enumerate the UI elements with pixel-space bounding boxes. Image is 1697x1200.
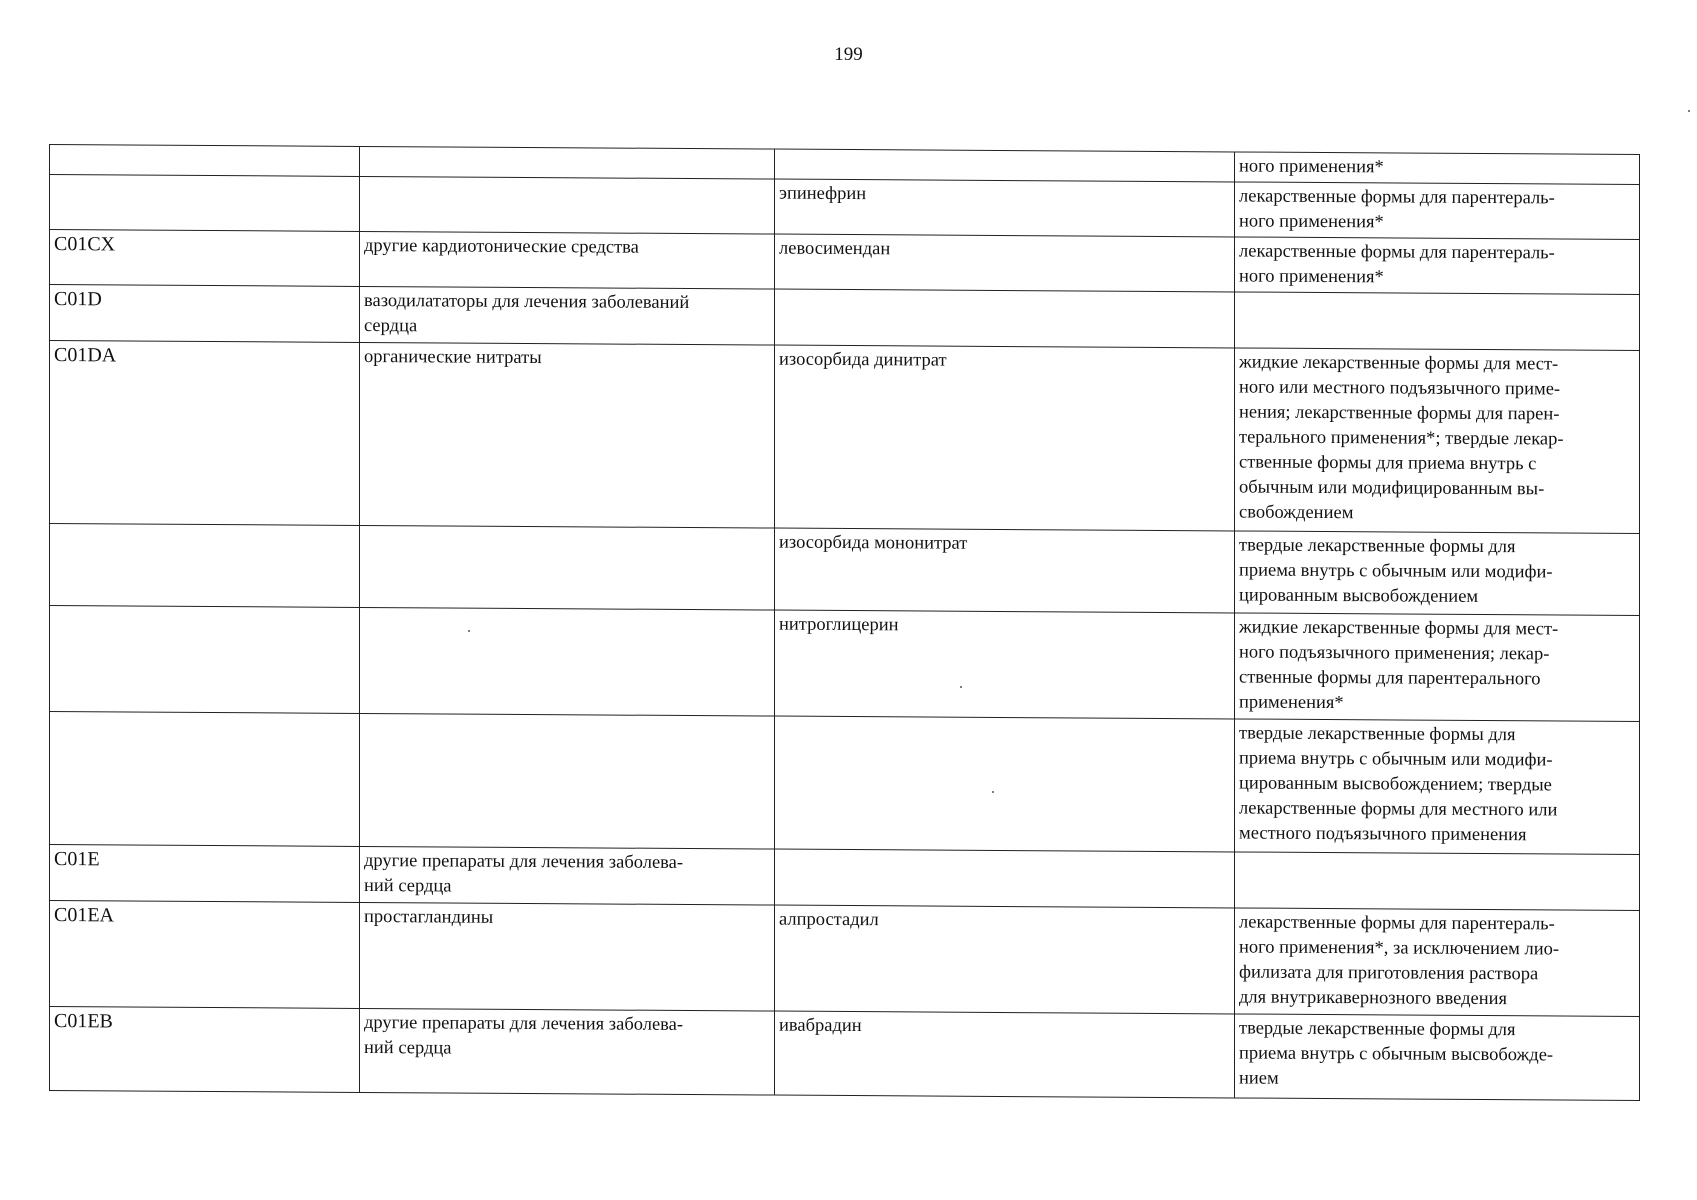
table-row [50, 1007, 1640, 1101]
table-row [50, 175, 1640, 240]
cell-drug-name [775, 716, 1235, 852]
table-row [50, 285, 1640, 351]
cell-atc-code [50, 145, 360, 177]
cell-dosage-form: твердые лекарственные формы для приема внутрь с обычным или модифи- цированным высвобождением [1235, 531, 1640, 616]
cell-atc-code [50, 712, 360, 847]
cell-pharmacological-group [360, 146, 775, 179]
page-number: 199 [834, 44, 863, 65]
table-body [50, 145, 1640, 1101]
cell-atc-code: C01DA [50, 341, 360, 526]
cell-drug-name: эпинефрин [775, 179, 1235, 237]
cell-drug-name: изосорбида динитрат [775, 345, 1235, 531]
cell-pharmacological-group: вазодилататоры для лечения заболеваний сердца [360, 286, 775, 345]
cell-atc-code: C01EB [50, 1007, 360, 1093]
table-row [50, 845, 1640, 911]
cell-dosage-form [1235, 852, 1640, 911]
cell-drug-name [775, 149, 1235, 182]
cell-atc-code: C01D [50, 285, 360, 343]
cell-pharmacological-group [360, 176, 775, 234]
cell-dosage-form: лекарственные формы для парентераль- ного применения* [1235, 182, 1640, 240]
cell-drug-name: нитроглицерин [775, 610, 1235, 719]
cell-dosage-form: твердые лекарственные формы для приема внутрь с обычным или модифи- цированным высвобождением; твердые лекарственные формы для местного или местного подъязычного применения [1235, 719, 1640, 855]
cell-pharmacological-group: органические нитраты [360, 342, 775, 528]
table-row [50, 901, 1640, 1017]
cell-atc-code: C01EA [50, 901, 360, 1009]
table-row [50, 712, 1640, 855]
cell-atc-code: C01CX [50, 230, 360, 287]
cell-dosage-form: жидкие лекарственные формы для мест- ного или местного подъязычного приме- нения; лекарственные формы для парен- терального применения*; твердые лекар- ственные формы для приема внутрь с обычным или модифицированным вы- свобождением [1235, 348, 1640, 534]
cell-pharmacological-group [360, 525, 775, 610]
cell-pharmacological-group: другие препараты для лечения заболева- ний сердца [360, 1008, 775, 1095]
cell-dosage-form: лекарственные формы для парентераль- ного применения*, за исключением лио- филизата для приготовления раствора для внутрикавернозного введения [1235, 908, 1640, 1017]
table-row [50, 230, 1640, 295]
cell-drug-name: алпростадил [775, 905, 1235, 1014]
cell-dosage-form: лекарственные формы для парентераль- ного применения* [1235, 237, 1640, 295]
cell-dosage-form: твердые лекарственные формы для приема внутрь с обычным высвобожде- нием [1235, 1014, 1640, 1101]
cell-atc-code: C01E [50, 845, 360, 903]
cell-pharmacological-group: другие кардиотонические средства [360, 231, 775, 289]
cell-pharmacological-group [360, 607, 775, 716]
cell-drug-name: левосимендан [775, 234, 1235, 292]
cell-pharmacological-group: другие препараты для лечения заболева- ний сердца [360, 846, 775, 905]
cell-pharmacological-group [360, 713, 775, 849]
table-row [50, 606, 1640, 722]
cell-atc-code [50, 606, 360, 714]
cell-dosage-form: жидкие лекарственные формы для мест- ного подъязычного применения; лекар- ственные формы для парентерального применения* [1235, 613, 1640, 722]
cell-drug-name: ивабрадин [775, 1011, 1235, 1098]
cell-dosage-form [1235, 292, 1640, 351]
cell-atc-code [50, 175, 360, 232]
cell-drug-name [775, 289, 1235, 348]
cell-drug-name [775, 849, 1235, 908]
table-row [50, 341, 1640, 534]
cell-atc-code [50, 524, 360, 608]
drug-table [49, 144, 1640, 1101]
cell-drug-name: изосорбида мононитрат [775, 528, 1235, 613]
table-row [50, 524, 1640, 616]
cell-pharmacological-group: простагландины [360, 902, 775, 1011]
cell-dosage-form: ного применения* [1235, 152, 1640, 185]
